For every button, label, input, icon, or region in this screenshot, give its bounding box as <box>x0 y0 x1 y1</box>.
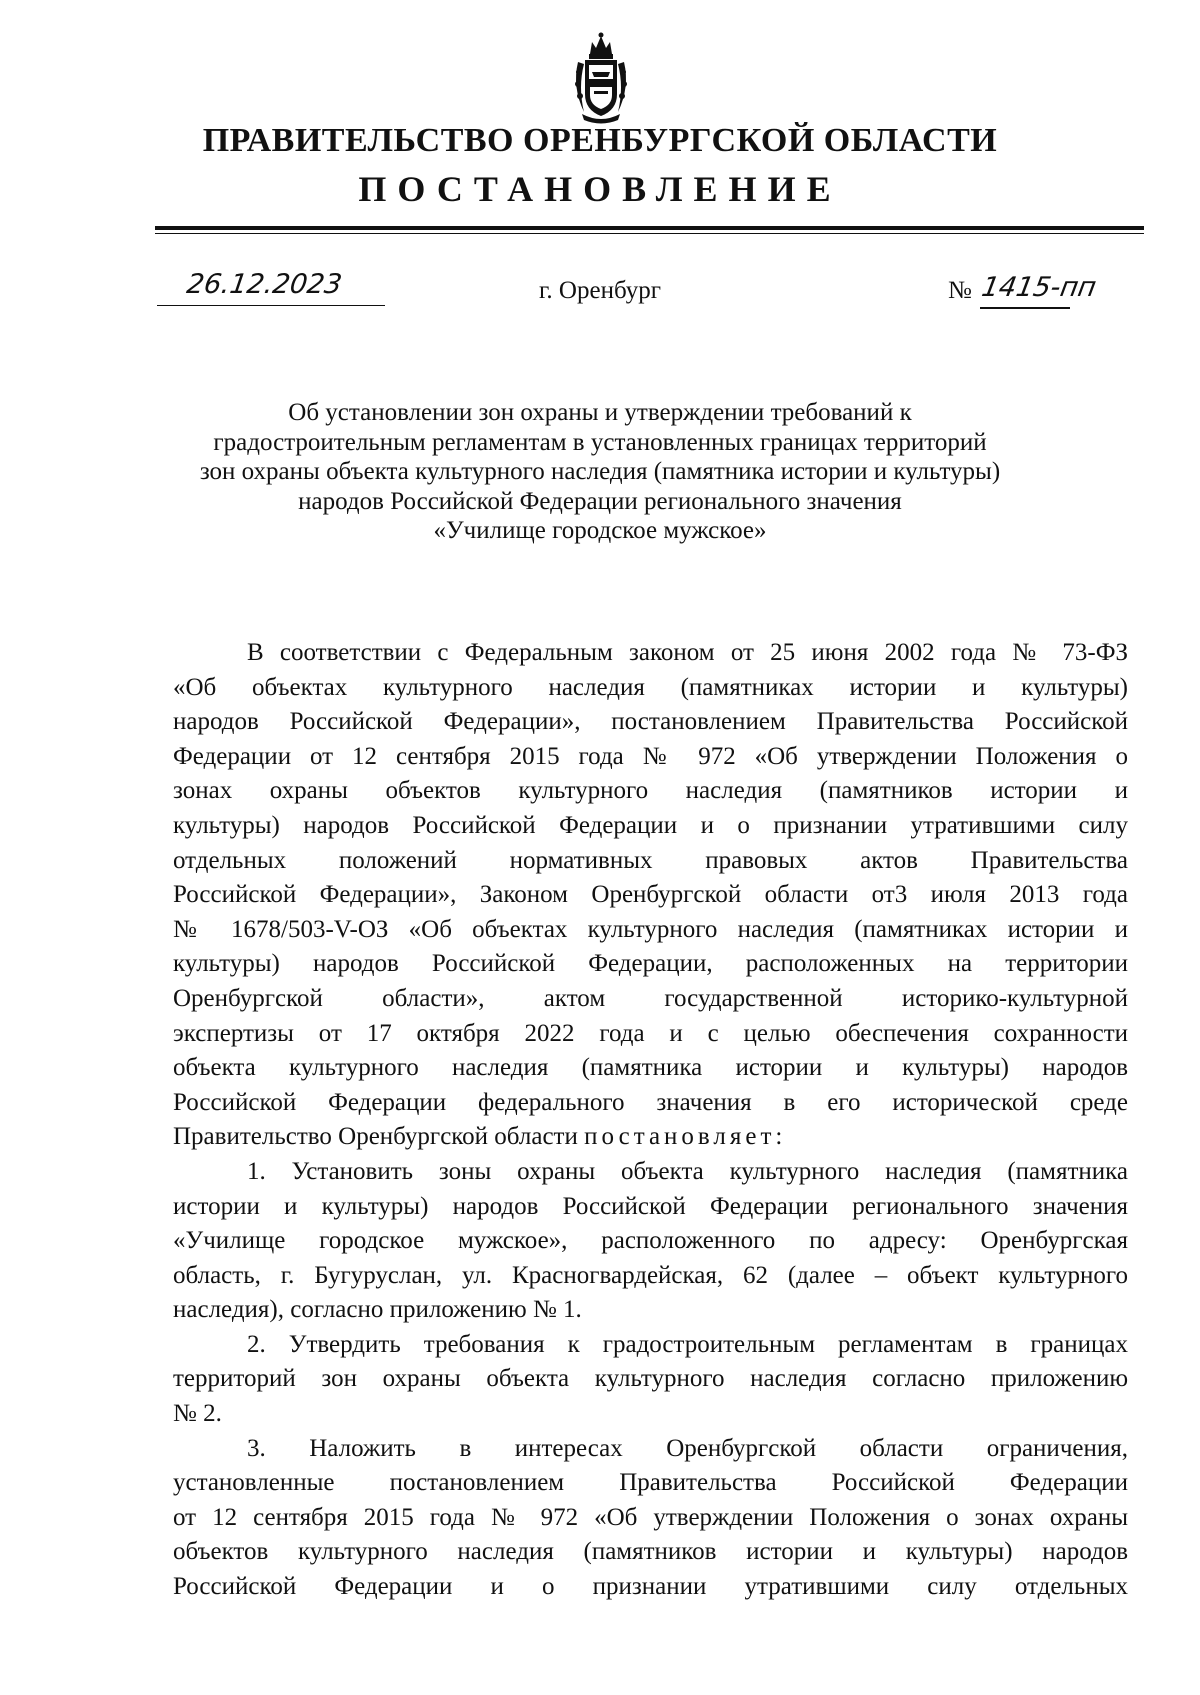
item-2-line: территорий зон охраны объекта культурного наследия согласно приложению <box>173 1365 1128 1393</box>
item-1-line: область, г. Бугуруслан, ул. Красногвардейская, 62 (далее – объект культурного <box>173 1261 1128 1289</box>
preamble-line: отдельных положений нормативных правовых актов Правительства <box>173 846 1128 874</box>
city-label: г. Оренбург <box>539 277 661 304</box>
subject-line: «Училище городское мужское» <box>433 517 767 544</box>
preamble-line: народов Российской Федерации», постановлением Правительства Российской <box>173 708 1128 736</box>
item-3-line: Российской Федерации и о признании утратившими силу отдельных <box>173 1573 1128 1601</box>
item-1-line: «Училище городское мужское», расположенного по адресу: Оренбургская <box>173 1227 1128 1255</box>
document-body <box>173 636 1128 1605</box>
subject-line: градостроительным регламентам в установленных границах территорий <box>213 428 987 456</box>
item-3-line: объектов культурного наследия (памятников истории и культуры) народов <box>173 1538 1128 1566</box>
decree-line <box>173 1120 1128 1155</box>
document-number-field <box>948 274 1128 308</box>
government-title: ПРАВИТЕЛЬСТВО ОРЕНБУРГСКОЙ ОБЛАСТИ <box>202 122 998 159</box>
item-3-line: от 12 сентября 2015 года № 972 «Об утверждении Положения о зонах охраны <box>173 1503 1128 1531</box>
subject-line: Об установлении зон охраны и утверждении требований к <box>288 399 912 426</box>
item-1-line: 1. Установить зоны охраны объекта культурного наследия (памятника <box>247 1157 1128 1185</box>
preamble-line: культуры) народов Российской Федерации и о признании утратившими силу <box>173 811 1128 839</box>
preamble-line: Российской Федерации федерального значения в его исторической среде <box>173 1088 1128 1116</box>
item-3-line: установленные постановлением Правительства Российской Федерации <box>173 1469 1128 1497</box>
preamble-line: № 1678/503-V-ОЗ «Об объектах культурного наследия (памятниках истории и <box>173 915 1128 943</box>
preamble-end: Правительство Оренбургской области <box>173 1123 578 1151</box>
item-1-line: наследия), согласно приложению № 1. <box>173 1296 582 1324</box>
preamble-line: зонах охраны объектов культурного наследия (памятников истории и <box>173 777 1128 805</box>
preamble-line: объекта культурного наследия (памятника истории и культуры) народов <box>173 1054 1128 1082</box>
item-1-line: истории и культуры) народов Российской Федерации регионального значения <box>173 1192 1128 1220</box>
decree-word: постановляет: <box>584 1123 787 1151</box>
preamble-line: культуры) народов Российской Федерации, расположенных на территории <box>173 950 1128 978</box>
preamble-line: Российской Федерации», Законом Оренбургской области от3 июля 2013 года <box>173 881 1128 909</box>
subject-line: зон охраны объекта культурного наследия (памятника истории и культуры) <box>199 458 1001 485</box>
preamble-line: экспертизы от 17 октября 2022 года и с целью обеспечения сохранности <box>173 1019 1128 1047</box>
item-2-line: 2. Утвердить требования к градостроительным регламентам в границах <box>247 1330 1128 1358</box>
preamble-line: Федерации от 12 сентября 2015 года № 972 «Об утверждении Положения о <box>173 742 1128 770</box>
header-rule-thin <box>155 233 1144 234</box>
number-sign: № <box>948 277 972 304</box>
preamble-line: В соответствии с Федеральным законом от 25 июня 2002 года № 73-ФЗ <box>247 639 1128 666</box>
subject-line: народов Российской Федерации регионального значения <box>298 487 902 515</box>
coat-of-arms-emblem <box>570 32 632 124</box>
date-value: 26.12.2023 <box>184 269 344 300</box>
preamble-line: «Об объектах культурного наследия (памятниках истории и культуры) <box>173 673 1128 701</box>
header-rule-thick <box>155 226 1144 230</box>
document-number-value: 1415-пп <box>979 272 1099 303</box>
document-type-title: ПОСТАНОВЛЕНИЕ <box>358 169 842 209</box>
number-underline <box>980 307 1070 309</box>
preamble-line: Оренбургской области», актом государственной историко-культурной <box>173 984 1128 1012</box>
item-2-line: № 2. <box>173 1400 222 1428</box>
document-subject <box>150 398 1050 546</box>
item-3-line: 3. Наложить в интересах Оренбургской области ограничения, <box>247 1434 1128 1462</box>
